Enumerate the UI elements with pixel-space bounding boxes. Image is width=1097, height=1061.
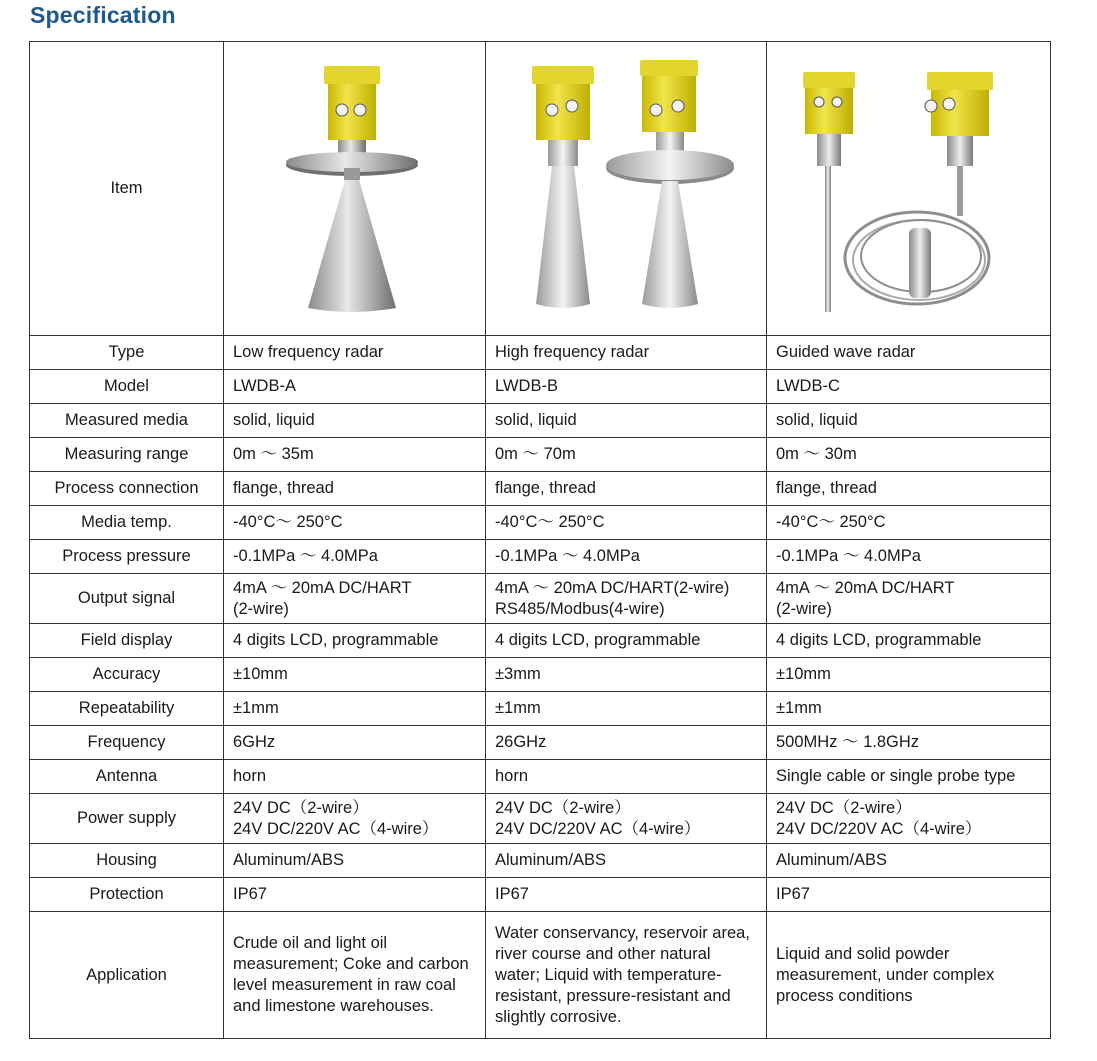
spec-value-line: RS485/Modbus(4-wire) <box>495 599 665 618</box>
spec-row <box>30 404 1051 438</box>
spec-value-line: 24V DC（2-wire） <box>495 798 631 817</box>
spec-row <box>30 370 1051 404</box>
spec-value: 6GHz <box>224 726 486 760</box>
spec-value: ±1mm <box>767 692 1051 726</box>
spec-value: solid, liquid <box>486 404 767 438</box>
spec-value: Crude oil and light oil measurement; Coke and carbon level measurement in raw coal and limestone warehouses. <box>224 912 486 1039</box>
spec-value: ±10mm <box>767 658 1051 692</box>
product-image-cell <box>767 42 1051 336</box>
spec-label: Measuring range <box>30 438 224 472</box>
spec-row <box>30 438 1051 472</box>
low-frequency-radar-photo <box>224 42 486 335</box>
spec-value <box>767 794 1051 844</box>
spec-value: Low frequency radar <box>224 336 486 370</box>
spec-value: Aluminum/ABS <box>224 844 486 878</box>
spec-row <box>30 336 1051 370</box>
spec-value: solid, liquid <box>767 404 1051 438</box>
spec-value: LWDB-A <box>224 370 486 404</box>
spec-value: 4 digits LCD, programmable <box>486 624 767 658</box>
spec-value: ±1mm <box>224 692 486 726</box>
spec-row <box>30 878 1051 912</box>
spec-value: Aluminum/ABS <box>767 844 1051 878</box>
spec-value: Guided wave radar <box>767 336 1051 370</box>
spec-value: 4 digits LCD, programmable <box>224 624 486 658</box>
spec-value <box>224 574 486 624</box>
spec-value: Single cable or single probe type <box>767 760 1051 794</box>
spec-value: -40°C～ 250°C <box>224 506 486 540</box>
spec-label: Protection <box>30 878 224 912</box>
spec-label: Measured media <box>30 404 224 438</box>
spec-value: ±3mm <box>486 658 767 692</box>
spec-value-line: 4mA ～ 20mA DC/HART <box>776 578 955 597</box>
spec-value: IP67 <box>224 878 486 912</box>
spec-value: LWDB-B <box>486 370 767 404</box>
spec-value: 0m ～ 35m <box>224 438 486 472</box>
spec-row <box>30 912 1051 1039</box>
spec-value-line: (2-wire) <box>233 599 289 618</box>
spec-value: horn <box>224 760 486 794</box>
specification-table <box>29 41 1051 1039</box>
spec-label: Frequency <box>30 726 224 760</box>
spec-value <box>486 574 767 624</box>
spec-label: Field display <box>30 624 224 658</box>
spec-label: Antenna <box>30 760 224 794</box>
spec-label: Application <box>30 912 224 1039</box>
page-title: Specification <box>30 2 176 28</box>
spec-value-line: (2-wire) <box>776 599 832 618</box>
spec-value: Aluminum/ABS <box>486 844 767 878</box>
spec-value: Water conservancy, reservoir area, river course and other natural water; Liquid with temperature-resistant, pressure-resistant and slightly corrosive. <box>486 912 767 1039</box>
spec-value: LWDB-C <box>767 370 1051 404</box>
spec-value: flange, thread <box>767 472 1051 506</box>
spec-row <box>30 574 1051 624</box>
spec-value: Liquid and solid powder measurement, under complex process conditions <box>767 912 1051 1039</box>
spec-value: 0m ～ 30m <box>767 438 1051 472</box>
spec-value <box>767 574 1051 624</box>
product-image-cell <box>486 42 767 336</box>
spec-value: ±10mm <box>224 658 486 692</box>
spec-value <box>486 794 767 844</box>
spec-value-line: 24V DC/220V AC（4-wire） <box>495 819 701 838</box>
spec-label: Media temp. <box>30 506 224 540</box>
spec-label: Type <box>30 336 224 370</box>
spec-value-line: 24V DC（2-wire） <box>233 798 369 817</box>
spec-value: 4 digits LCD, programmable <box>767 624 1051 658</box>
spec-value: -40°C～ 250°C <box>486 506 767 540</box>
item-label: Item <box>30 42 224 336</box>
spec-row <box>30 472 1051 506</box>
spec-value-line: 24V DC/220V AC（4-wire） <box>233 819 439 838</box>
spec-row <box>30 692 1051 726</box>
spec-value: IP67 <box>767 878 1051 912</box>
spec-row <box>30 540 1051 574</box>
spec-value: -0.1MPa ～ 4.0MPa <box>224 540 486 574</box>
product-image-cell <box>224 42 486 336</box>
spec-value: -0.1MPa ～ 4.0MPa <box>767 540 1051 574</box>
spec-label: Process pressure <box>30 540 224 574</box>
spec-value-line: 4mA ～ 20mA DC/HART(2-wire) <box>495 578 730 597</box>
spec-value: horn <box>486 760 767 794</box>
spec-value: solid, liquid <box>224 404 486 438</box>
spec-label: Accuracy <box>30 658 224 692</box>
spec-value-line: 24V DC（2-wire） <box>776 798 912 817</box>
spec-value: IP67 <box>486 878 767 912</box>
spec-value: flange, thread <box>224 472 486 506</box>
spec-row <box>30 844 1051 878</box>
spec-row <box>30 726 1051 760</box>
spec-row <box>30 658 1051 692</box>
spec-value: -40°C～ 250°C <box>767 506 1051 540</box>
spec-value: flange, thread <box>486 472 767 506</box>
spec-value: High frequency radar <box>486 336 767 370</box>
spec-row <box>30 794 1051 844</box>
spec-row <box>30 624 1051 658</box>
spec-label: Repeatability <box>30 692 224 726</box>
spec-label: Output signal <box>30 574 224 624</box>
spec-value-line: 24V DC/220V AC（4-wire） <box>776 819 982 838</box>
spec-value: 26GHz <box>486 726 767 760</box>
spec-value: -0.1MPa ～ 4.0MPa <box>486 540 767 574</box>
item-row <box>30 42 1051 336</box>
spec-value <box>224 794 486 844</box>
spec-label: Power supply <box>30 794 224 844</box>
spec-label: Process connection <box>30 472 224 506</box>
high-frequency-radar-photo <box>486 42 767 335</box>
spec-row <box>30 506 1051 540</box>
spec-value: ±1mm <box>486 692 767 726</box>
spec-value-line: 4mA ～ 20mA DC/HART <box>233 578 412 597</box>
spec-label: Housing <box>30 844 224 878</box>
spec-value: 500MHz ～ 1.8GHz <box>767 726 1051 760</box>
spec-row <box>30 760 1051 794</box>
guided-wave-radar-photo <box>767 42 1051 335</box>
spec-label: Model <box>30 370 224 404</box>
spec-value: 0m ～ 70m <box>486 438 767 472</box>
